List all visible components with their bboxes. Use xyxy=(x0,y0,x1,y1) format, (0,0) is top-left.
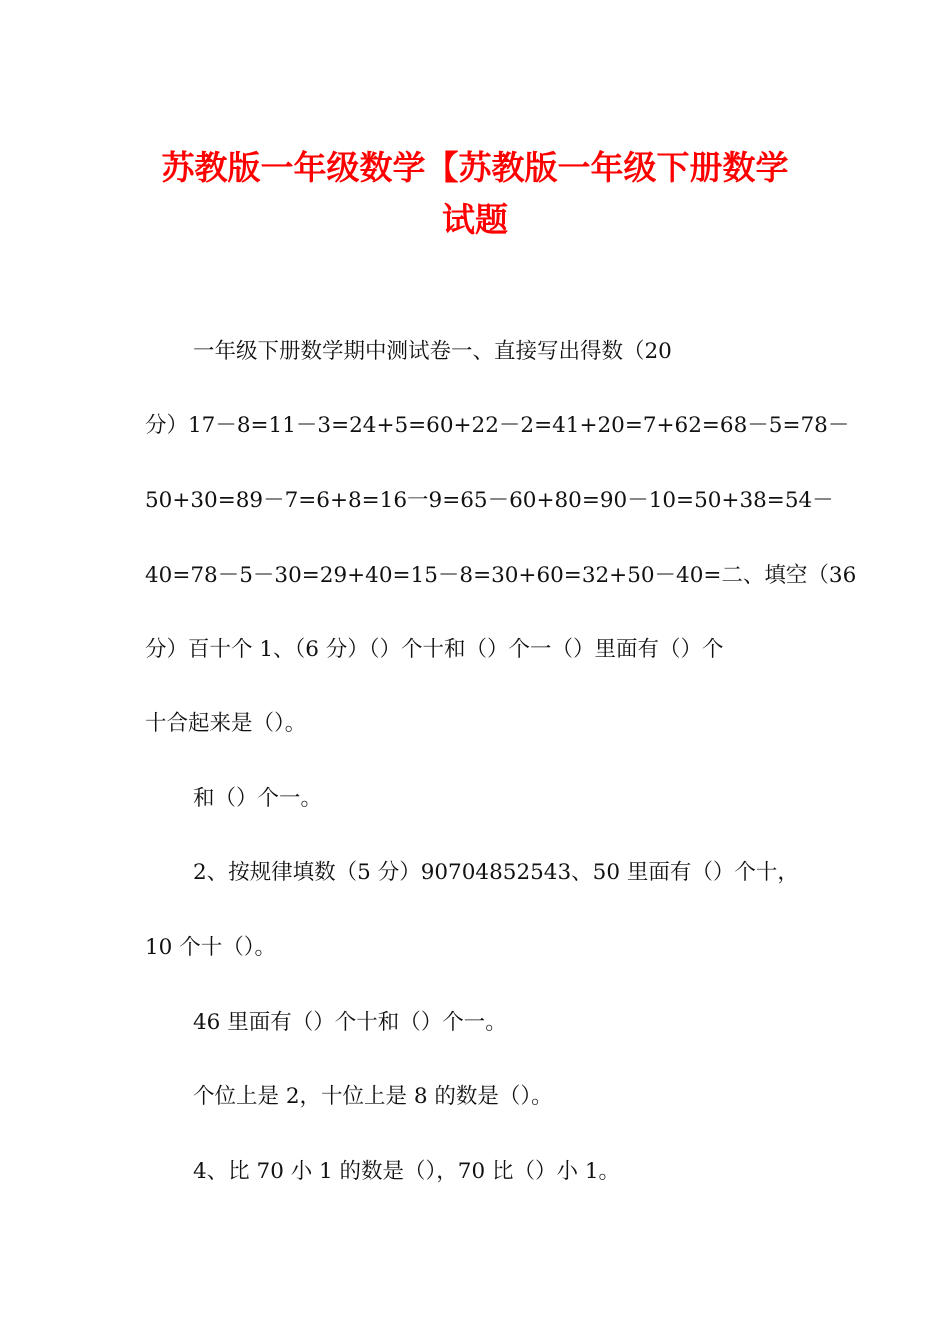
body-line-2: 分）17－8=11－3=24+5=60+22－2=41+20=7+62=68－5=78－ xyxy=(145,413,850,438)
body-line-1: 一年级下册数学期中测试卷一、直接写出得数（20 xyxy=(193,339,672,364)
body-line-6: 十合起来是（）。 xyxy=(145,711,307,736)
body-line-5: 分）百十个 1、（6 分）（）个十和（）个一（）里面有（）个 xyxy=(145,637,724,662)
body-line-12: 4、比 70 小 1 的数是（），70 比（）小 1。 xyxy=(193,1159,621,1184)
body-line-9: 10 个十（）。 xyxy=(145,935,276,960)
title-line-1: 苏教版一年级数学【苏教版一年级下册数学 xyxy=(161,148,789,187)
body-line-7: 和（）个一。 xyxy=(193,786,323,811)
body-line-8: 2、按规律填数（5 分）90704852543、50 里面有（）个十， xyxy=(193,860,799,885)
title-line-2: 试题 xyxy=(442,200,508,239)
body-line-10: 46 里面有（）个十和（）个一。 xyxy=(193,1010,507,1035)
body-line-3: 50+30=89－7=6+8=16一9=65－60+80=90－10=50+38=54－ xyxy=(145,488,834,513)
body-line-11: 个位上是 2，十位上是 8 的数是（）。 xyxy=(193,1084,553,1109)
body-line-4: 40=78－5－30=29+40=15－8=30+60=32+50－40=二、填空（36 xyxy=(145,563,857,588)
document-title xyxy=(140,142,810,246)
